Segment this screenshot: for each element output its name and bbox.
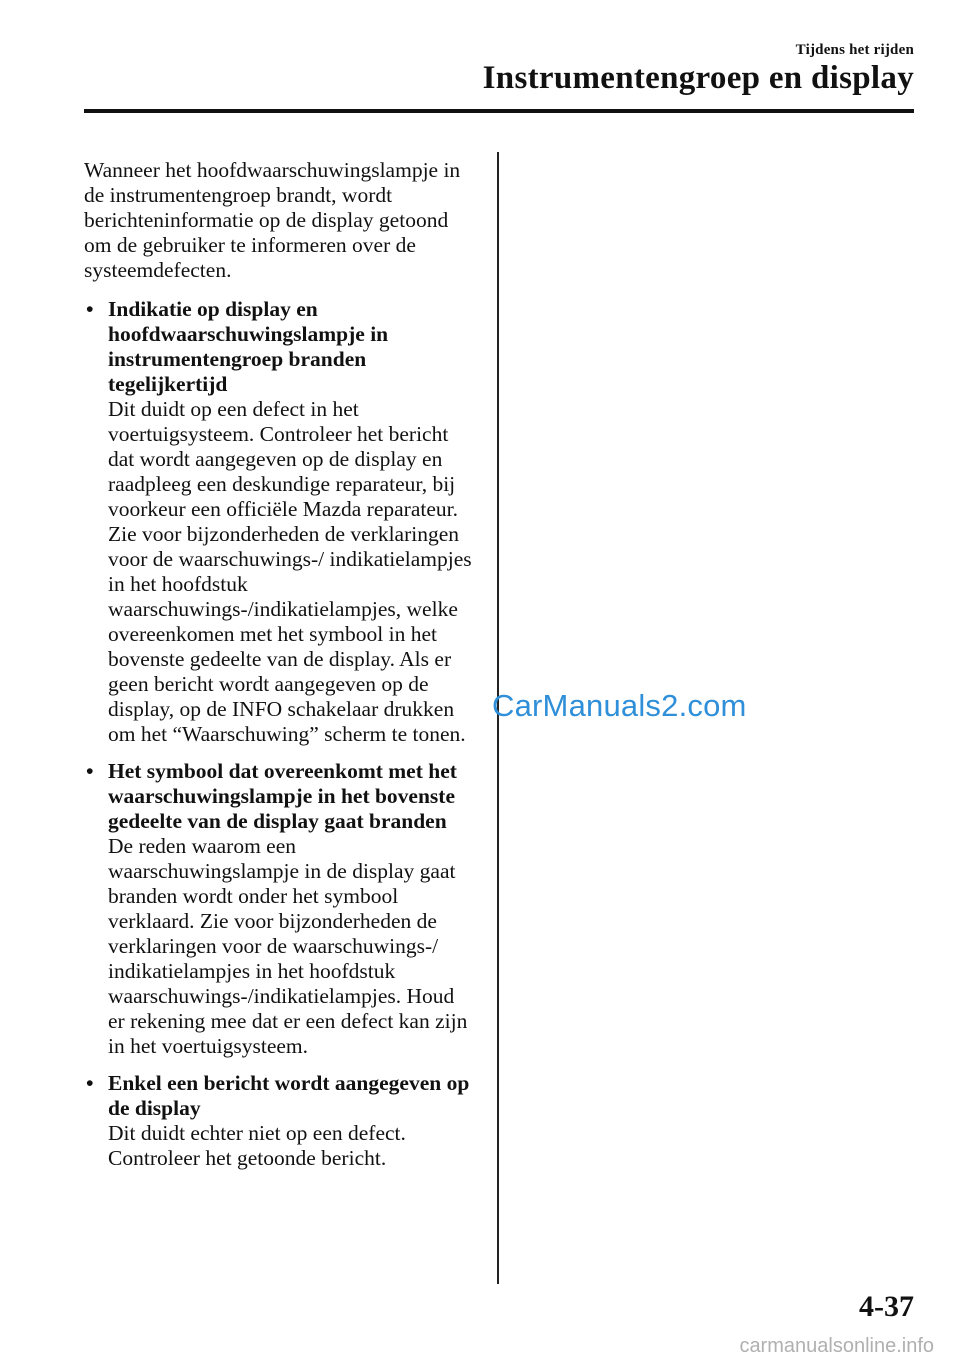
bullet-dot-icon: • [86,1071,94,1095]
bullet-dot-icon: • [86,297,94,321]
intro-paragraph: Wanneer het hoofdwaarschuwingslampje in de instrumentengroep brandt, wordt berichteninformatie op de display getoond om de gebruiker te informeren over de systeemdefecten. [84,158,461,282]
bullet-body: De reden waarom een waarschuwingslampje in de display gaat branden wordt onder het symbool verklaard. Zie voor bijzonderheden de verklaringen voor de waarschuwings-/ indikatielampjes in het hoofdstuk waarschuwings-/indikatielampjes. Houd er rekening mee dat er een defect kan zijn in het voertuigsysteem. [108,834,468,1058]
footer-watermark: carmanualsonline.info [739,1335,934,1357]
page-number: 4-37 [859,1290,914,1323]
bullet-body: Dit duidt op een defect in het voertuigsysteem. Controleer het bericht dat wordt aangegeven op de display en raadpleeg een deskundige reparateur, bij voorkeur een officiële Mazda reparateur. Zie voor bijzonderheden de verklaringen voor de waarschuwings-/ indikatielampjes in het hoofdstuk waarschuwings-/indikatielampjes, welke overeenkomen met het symbool in het bovenste gedeelte van de display. Als er geen bericht wordt aangegeven op de display, op de INFO schakelaar drukken om het “Waarschuwing” scherm te tonen. [108,397,472,746]
bullet-item [84,1071,476,1171]
chapter-heading: Tijdens het rijden [795,42,914,58]
bullet-title: Indikatie op display en hoofdwaarschuwingslampje in instrumentengroep branden tegelijkertijd [108,297,389,396]
bullet-body: Dit duidt echter niet op een defect. Controleer het getoonde bericht. [108,1121,406,1170]
bullet-item [84,297,476,747]
bullet-dot-icon: • [86,759,94,783]
bullet-title: Enkel een bericht wordt aangegeven op de display [108,1071,470,1120]
section-title: Instrumentengroep en display [482,60,914,96]
header-rule [84,109,914,113]
bullet-item [84,759,476,1059]
bullet-title: Het symbool dat overeenkomt met het waarschuwingslampje in het bovenste gedeelte van de display gaat branden [108,759,457,833]
left-column [84,158,476,1183]
watermark: CarManuals2.com [492,688,747,723]
